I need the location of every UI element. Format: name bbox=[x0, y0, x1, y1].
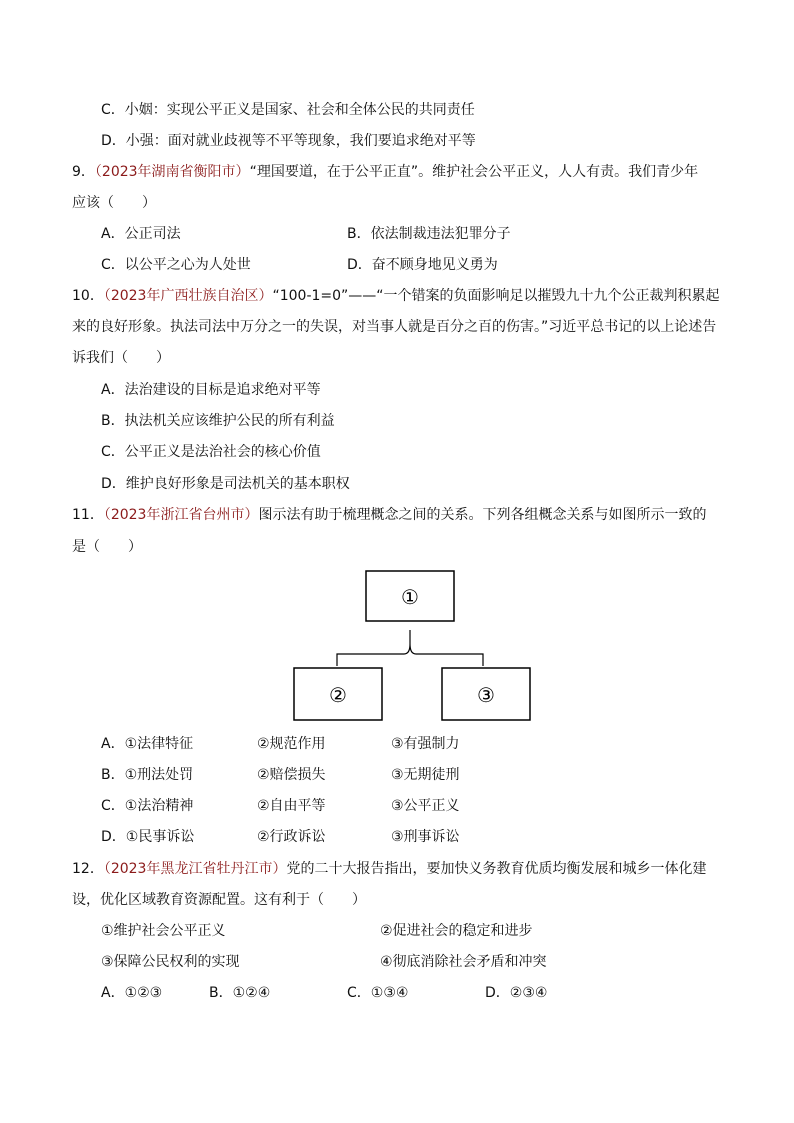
q12-source: （2023年黑龙江省牡丹江市） bbox=[103, 861, 287, 877]
concept-tree-diagram bbox=[290, 566, 535, 726]
q11-option-c-3: ③公平正义 bbox=[391, 798, 460, 814]
q11-option-b-1: B．①刑法处罚 bbox=[101, 767, 194, 783]
q11-option-d-2: ②行政诉讼 bbox=[257, 829, 326, 845]
q10-option-a: A．法治建设的目标是追求绝对平等 bbox=[101, 382, 321, 398]
option-d-prev: D．小强：面对就业歧视等不平等现象，我们要追求绝对平等 bbox=[101, 133, 476, 149]
q11-option-c-2: ②自由平等 bbox=[257, 798, 326, 814]
q11-option-a-1: A．①法律特征 bbox=[101, 736, 194, 752]
q12-option-d: D．②③④ bbox=[485, 985, 548, 1001]
q10-option-c: C．公平正义是法治社会的核心价值 bbox=[101, 444, 321, 460]
q10-source: （2023年广西壮族自治区） bbox=[103, 288, 273, 304]
q11-stem: 图示法有助于梳理概念之间的关系。下列各组概念关系与如图所示一致的 bbox=[258, 507, 707, 523]
q10-stem-line1 bbox=[72, 286, 720, 306]
q11-stem-line2: 是（ ） bbox=[72, 539, 142, 555]
q10-stem-line3: 诉我们（ ） bbox=[72, 350, 170, 366]
q12-item-4: ④彻底消除社会矛盾和冲突 bbox=[380, 954, 547, 970]
q11-option-b-2: ②赔偿损失 bbox=[257, 767, 326, 783]
diagram-label-left: ② bbox=[329, 683, 347, 707]
option-c-prev: C．小姻：实现公平正义是国家、社会和全体公民的共同责任 bbox=[101, 102, 475, 118]
q12-stem-line1 bbox=[72, 859, 706, 879]
q12-number: 12． bbox=[72, 861, 104, 877]
q11-source: （2023年浙江省台州市） bbox=[103, 507, 259, 523]
q10-option-d: D．维护良好形象是司法机关的基本职权 bbox=[101, 476, 350, 492]
q11-option-d-3: ③刑事诉讼 bbox=[391, 829, 460, 845]
q12-stem: 党的二十大报告指出，要加快义务教育优质均衡发展和城乡一体化建 bbox=[286, 861, 707, 877]
q12-option-b: B．①②④ bbox=[209, 985, 271, 1001]
q10-stem-line2: 来的良好形象。执法司法中万分之一的失误，对当事人就是百分之百的伤害。”习近平总书记的以上论述告 bbox=[72, 319, 717, 335]
q12-option-c: C．①③④ bbox=[347, 985, 409, 1001]
q9-stem: “理国要道，在于公平正直”。维护社会公平正义，人人有责。我们青少年 bbox=[249, 164, 699, 180]
q12-item-1: ①维护社会公平正义 bbox=[101, 923, 226, 939]
q11-option-d-1: D．①民事诉讼 bbox=[101, 829, 195, 845]
q12-stem-line2: 设，优化区域教育资源配置。这有利于（ ） bbox=[72, 892, 366, 908]
q11-option-c-1: C．①法治精神 bbox=[101, 798, 194, 814]
q9-source: （2023年湖南省衡阳市） bbox=[94, 164, 250, 180]
diagram-label-right: ③ bbox=[477, 683, 495, 707]
q10-number: 10． bbox=[72, 288, 104, 304]
q11-option-a-3: ③有强制力 bbox=[391, 736, 460, 752]
q9-option-c: C．以公平之心为人处世 bbox=[101, 257, 251, 273]
q12-option-a: A．①②③ bbox=[101, 985, 163, 1001]
q9-stem-line1 bbox=[72, 162, 698, 182]
q9-option-b: B．依法制裁违法犯罪分子 bbox=[347, 226, 511, 242]
q9-number: 9． bbox=[72, 164, 95, 180]
q12-item-3: ③保障公民权利的实现 bbox=[101, 954, 240, 970]
q12-item-2: ②促进社会的稳定和进步 bbox=[380, 923, 533, 939]
q11-option-b-3: ③无期徒刑 bbox=[391, 767, 460, 783]
q9-stem-line2: 应该（ ） bbox=[72, 195, 156, 211]
diagram-label-top: ① bbox=[401, 585, 419, 609]
q11-option-a-2: ②规范作用 bbox=[257, 736, 326, 752]
q10-stem: “100-1=0”——“一个错案的负面影响足以摧毁九十九个公正裁判积累起 bbox=[272, 288, 720, 304]
diagram-brace bbox=[337, 644, 483, 666]
q10-option-b: B．执法机关应该维护公民的所有利益 bbox=[101, 413, 335, 429]
q11-stem-line1 bbox=[72, 505, 706, 525]
q9-option-d: D．奋不顾身地见义勇为 bbox=[347, 257, 498, 273]
q11-number: 11． bbox=[72, 507, 104, 523]
q9-option-a: A．公正司法 bbox=[101, 226, 181, 242]
